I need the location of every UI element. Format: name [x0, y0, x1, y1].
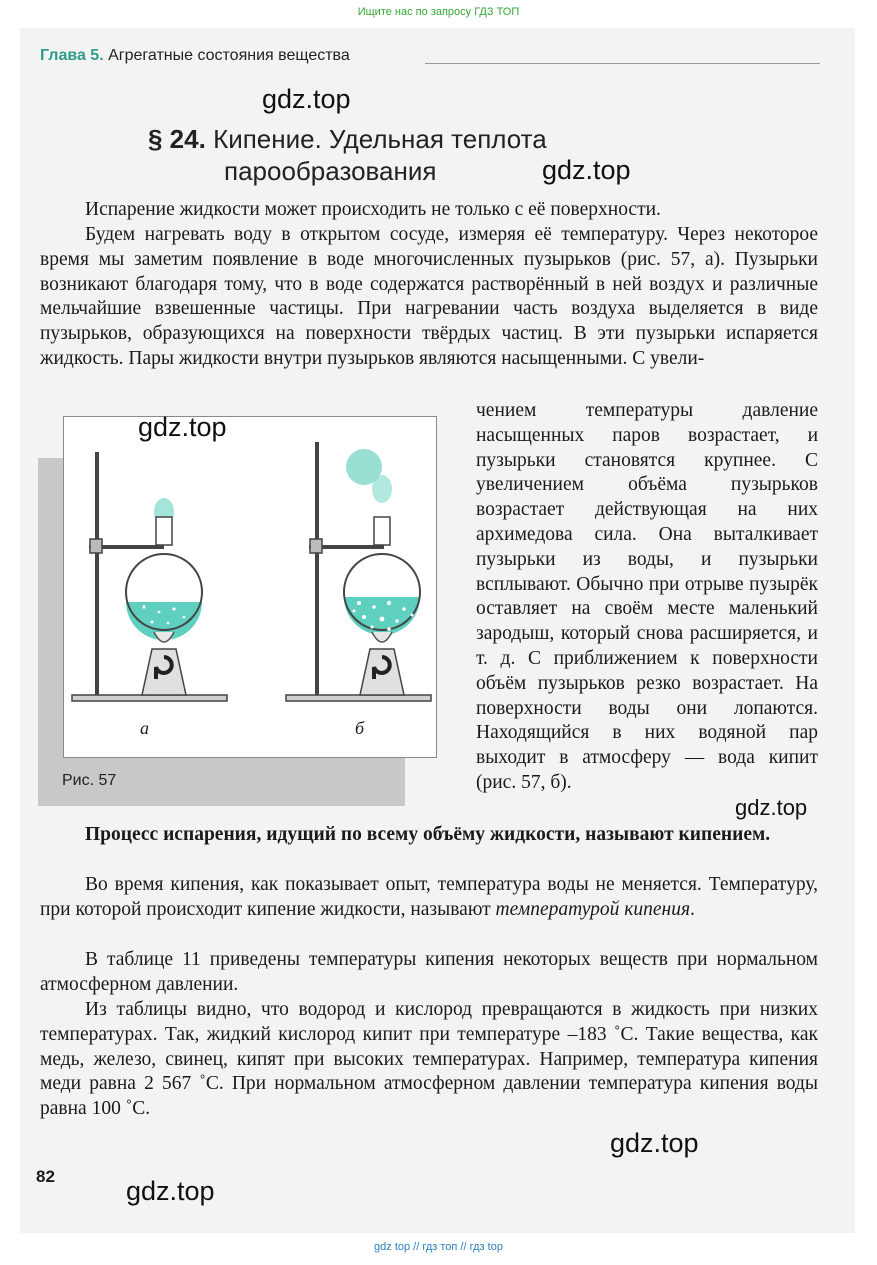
flame-a: [154, 632, 174, 642]
page-number: 82: [36, 1167, 55, 1186]
section-title-line2: парообразования: [224, 156, 437, 186]
section-number: § 24.: [148, 124, 206, 154]
watermark: gdz.top: [610, 1128, 699, 1158]
term-boiling-temperature: температурой кипения: [495, 898, 691, 920]
stand-base-b: [286, 695, 431, 701]
top-banner: Ищите нас по запросу ГДЗ ТОП: [357, 6, 520, 18]
flame-b: [372, 632, 392, 642]
setup-a: [72, 452, 227, 701]
boiling-flasks-illustration: [64, 417, 436, 757]
section-heading: [148, 123, 547, 187]
chapter-rule: [425, 63, 820, 64]
figure-label-b: б: [355, 718, 365, 738]
paragraph-4: Во время кипения, как показывает опыт, температура воды не меняется. Температуру, при которой происходит кипение жидкости, называют температурой кипения.: [40, 874, 818, 920]
watermark: gdz.top: [542, 155, 631, 185]
watermark: gdz.top: [138, 412, 227, 442]
clamp-b: [310, 539, 322, 553]
watermark: gdz.top: [126, 1176, 215, 1206]
flask-neck-b: [374, 517, 390, 545]
watermark: gdz.top: [735, 795, 808, 820]
paragraph-2-continued: чением температуры давление насыщенных паров возрастает, и пузырьки становятся крупнее. С увеличением объёма пузырьков возрастает действующая на них архимедова сила. Она выталкивает пузырьки из воды, и пузырьки всплывают. Обычно при отрыве пузырёк оставляет на своём месте маленький зародыш, который снова расширяется, и т. д. С приближением к поверхности объём пузырьков резко возрастает. На поверхности воды они лопаются. Находящийся в них водяной пар выходит в атмосферу — вода кипит (рис. 57, б).: [476, 400, 818, 793]
chapter-header: [40, 47, 350, 65]
paragraph-5: В таблице 11 приведены температуры кипения некоторых веществ при нормальном атмосферном давлении.: [40, 949, 818, 995]
definition-boiling: Процесс испарения, идущий по всему объёму жидкости, называют кипением.: [85, 824, 771, 845]
figure-caption: Рис. 57: [62, 772, 117, 789]
stand-base-a: [72, 695, 227, 701]
paragraph-2: Будем нагревать воду в открытом сосуде, измеряя её температуру. Через некоторое время мы заметим появление в воде многочисленных пузырьков (рис. 57, а). Пузырьки возникают благодаря тому, что в воде содержатся растворённый в ней воздух и различные мельчайшие взвешенные частицы. При нагревании часть воздуха выделяется в виде пузырьков, образующихся на поверхности твёрдых частиц. В эти пузырьки испаряется жидкость. Пары жидкости внутри пузырьков являются насыщенными. С увели-: [40, 224, 818, 369]
chapter-title: Агрегатные состояния вещества: [108, 47, 350, 64]
setup-b: [286, 442, 431, 701]
flask-neck-a: [156, 517, 172, 545]
clamp-a: [90, 539, 102, 553]
figure-57: [63, 416, 437, 758]
section-title-line1: Кипение. Удельная теплота: [213, 124, 547, 154]
chapter-number: Глава 5.: [40, 47, 104, 64]
paragraph-1: Испарение жидкости может происходить не только с её поверхности.: [85, 199, 661, 220]
paragraph-6: Из таблицы видно, что водород и кислород превращаются в жидкость при низких температурах. Так, жидкий кислород кипит при температуре –183 ˚С. Такие вещества, как медь, железо, свинец, кипят при высоких температурах. Например, температура кипения меди равна 2 567 ˚С. При нормальном атмосферном давлении температура кипения воды равна 100 ˚С.: [40, 999, 818, 1120]
bottom-banner: gdz top // гдз топ // гдз top: [374, 1241, 503, 1253]
watermark: gdz.top: [262, 84, 351, 114]
figure-label-a: а: [140, 718, 149, 738]
